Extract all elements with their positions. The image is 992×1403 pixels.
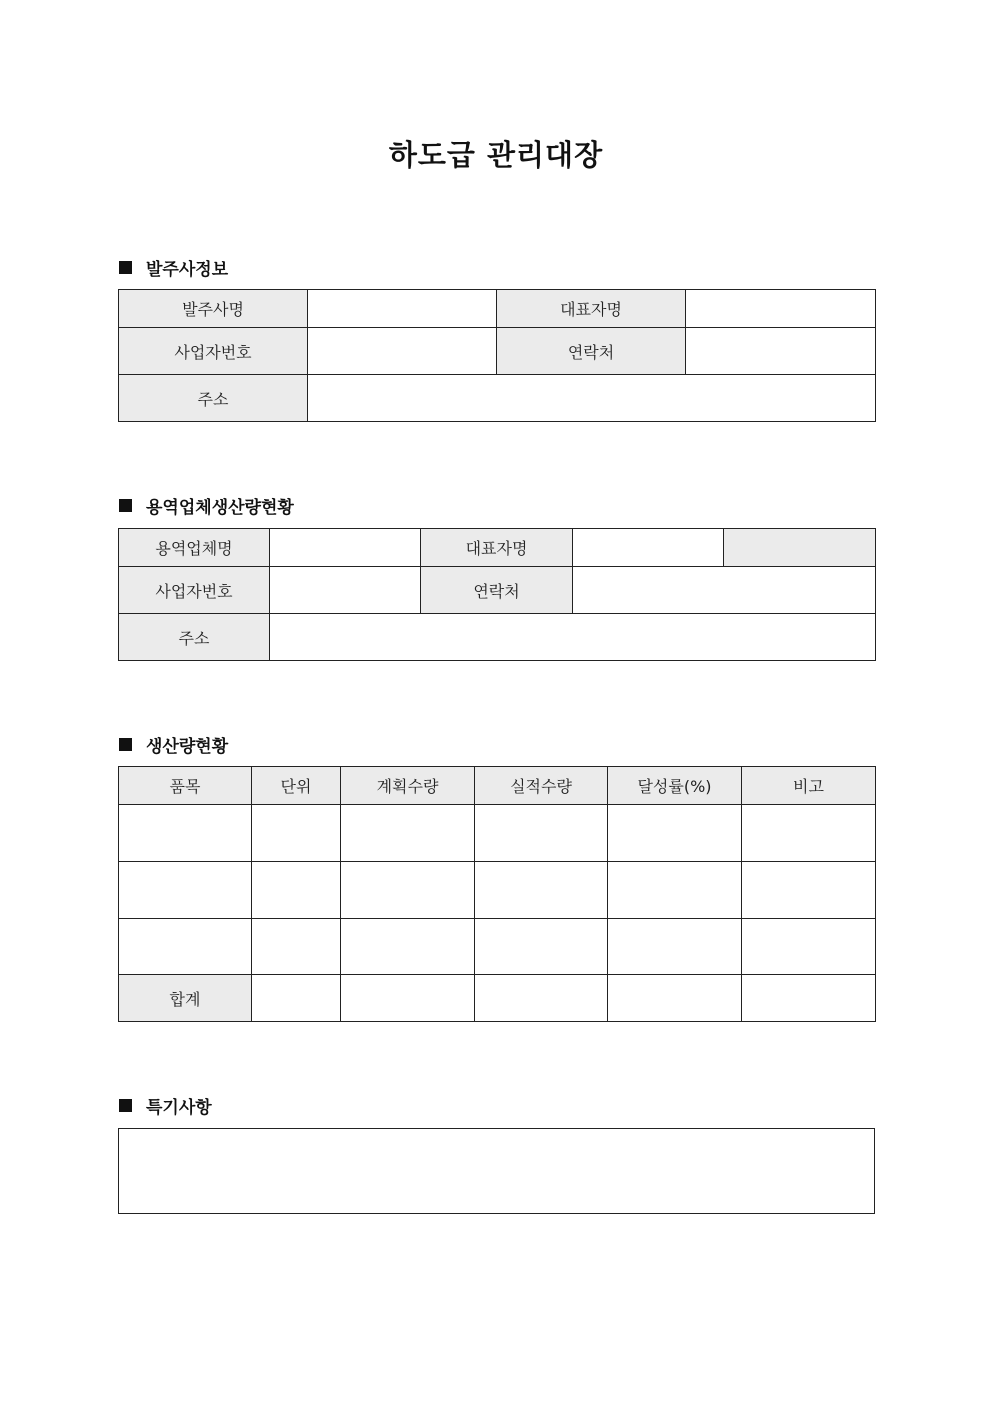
page-title: 하도급 관리대장	[388, 138, 604, 172]
table-cell[interactable]	[608, 919, 742, 975]
vendor-contact-field[interactable]	[573, 567, 876, 614]
square-bullet-icon	[119, 738, 132, 751]
table-row	[119, 919, 876, 975]
table-cell[interactable]	[608, 805, 742, 862]
label-vendor-contact: 연락처	[421, 567, 573, 614]
table-row	[119, 805, 876, 862]
table-cell[interactable]	[119, 805, 252, 862]
client-bizno-field[interactable]	[308, 328, 497, 375]
table-cell[interactable]	[119, 919, 252, 975]
square-bullet-icon	[119, 261, 132, 274]
vendor-address-field[interactable]	[270, 614, 876, 661]
column-header-actual: 실적수량	[475, 767, 608, 805]
table-row	[119, 862, 876, 919]
table-cell[interactable]	[252, 862, 341, 919]
table-cell[interactable]	[341, 862, 475, 919]
section-heading-vendor	[119, 493, 294, 518]
table-cell[interactable]	[475, 805, 608, 862]
table-cell[interactable]	[341, 919, 475, 975]
vendor-bizno-field[interactable]	[270, 567, 421, 614]
total-row	[119, 975, 876, 1022]
section-heading-label: 용역업체생산량현황	[146, 498, 294, 518]
section-heading-client	[119, 255, 228, 280]
table-cell[interactable]	[475, 919, 608, 975]
label-client-contact: 연락처	[497, 328, 686, 375]
table-cell[interactable]	[742, 975, 876, 1022]
label-client-address: 주소	[119, 375, 308, 422]
client-ceo-field[interactable]	[686, 290, 876, 328]
table-cell[interactable]	[742, 862, 876, 919]
table-cell[interactable]	[341, 805, 475, 862]
client-name-field[interactable]	[308, 290, 497, 328]
column-header-item: 품목	[119, 767, 252, 805]
label-client-ceo: 대표자명	[497, 290, 686, 328]
vendor-info-table	[118, 528, 876, 661]
square-bullet-icon	[119, 499, 132, 512]
section-heading-label: 특기사항	[146, 1098, 212, 1118]
vendor-blank-label-cell	[724, 529, 876, 567]
column-header-rate: 달성률(%)	[608, 767, 742, 805]
vendor-name-field[interactable]	[270, 529, 421, 567]
label-client-bizno: 사업자번호	[119, 328, 308, 375]
table-cell[interactable]	[252, 805, 341, 862]
table-cell[interactable]	[742, 805, 876, 862]
vendor-ceo-field[interactable]	[573, 529, 724, 567]
label-vendor-name: 용역업체명	[119, 529, 270, 567]
table-cell[interactable]	[119, 862, 252, 919]
section-heading-label: 생산량현황	[146, 737, 229, 757]
client-address-field[interactable]	[308, 375, 876, 422]
section-heading-label: 발주사정보	[146, 260, 229, 280]
column-header-unit: 단위	[252, 767, 341, 805]
section-heading-remarks	[119, 1093, 212, 1118]
label-vendor-bizno: 사업자번호	[119, 567, 270, 614]
table-cell[interactable]	[475, 975, 608, 1022]
table-cell[interactable]	[252, 975, 341, 1022]
table-cell[interactable]	[341, 975, 475, 1022]
table-cell[interactable]	[475, 862, 608, 919]
square-bullet-icon	[119, 1099, 132, 1112]
client-info-table	[118, 289, 876, 422]
column-header-planned: 계획수량	[341, 767, 475, 805]
table-cell[interactable]	[608, 975, 742, 1022]
table-cell[interactable]	[608, 862, 742, 919]
section-heading-production	[119, 732, 228, 757]
label-vendor-address: 주소	[119, 614, 270, 661]
column-header-remarks: 비고	[742, 767, 876, 805]
special-notes-box[interactable]	[118, 1128, 875, 1214]
label-vendor-ceo: 대표자명	[421, 529, 573, 567]
label-client-name: 발주사명	[119, 290, 308, 328]
table-cell[interactable]	[742, 919, 876, 975]
production-table	[118, 766, 876, 1022]
client-contact-field[interactable]	[686, 328, 876, 375]
table-cell[interactable]	[252, 919, 341, 975]
total-label: 합계	[119, 975, 252, 1022]
